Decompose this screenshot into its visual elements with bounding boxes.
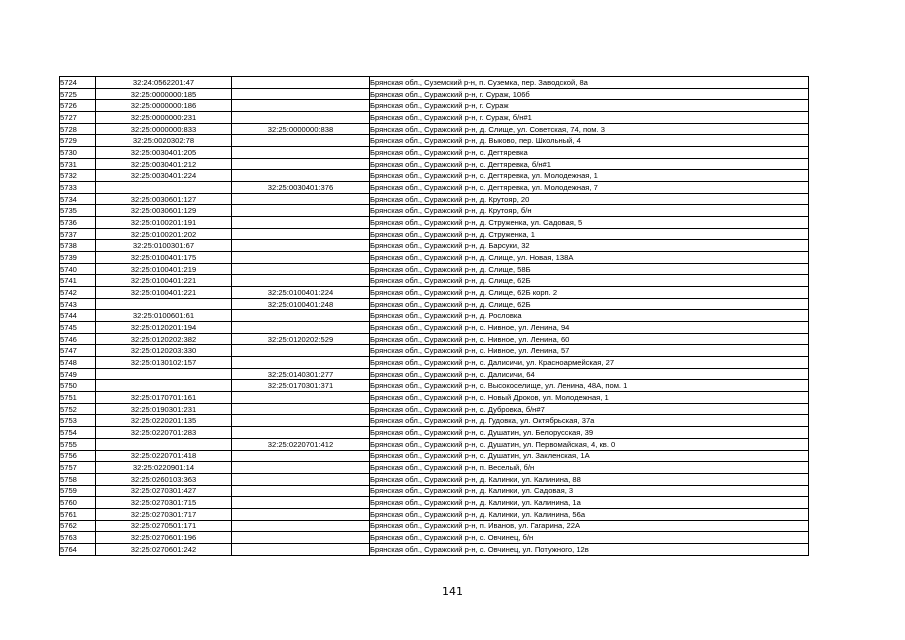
table-row (60, 112, 809, 124)
address-cell: Брянская обл., Суражский р-н, д. Слище, 62Б (370, 275, 809, 287)
linked-cadastral-number-cell (232, 217, 370, 229)
linked-cadastral-number-cell: 32:25:0030401:376 (232, 182, 370, 194)
linked-cadastral-number-cell (232, 427, 370, 439)
cadastral-number-cell: 32:25:0190301:231 (96, 403, 232, 415)
linked-cadastral-number-cell (232, 170, 370, 182)
linked-cadastral-number-cell (232, 252, 370, 264)
table-row (60, 427, 809, 439)
row-number-cell: 5751 (60, 392, 96, 404)
row-number-cell: 5754 (60, 427, 96, 439)
cadastral-number-cell: 32:25:0220701:418 (96, 450, 232, 462)
linked-cadastral-number-cell (232, 275, 370, 287)
linked-cadastral-number-cell (232, 403, 370, 415)
address-cell: Брянская обл., Суражский р-н, с. Душатин, ул. Первомайская, 4, кв. 0 (370, 438, 809, 450)
address-cell: Брянская обл., Суражский р-н, д. Слище, ул. Новая, 138А (370, 252, 809, 264)
linked-cadastral-number-cell (232, 77, 370, 89)
address-cell: Брянская обл., Суражский р-н, с. Новый Дроков, ул. Молодежная, 1 (370, 392, 809, 404)
row-number-cell: 5744 (60, 310, 96, 322)
linked-cadastral-number-cell (232, 240, 370, 252)
row-number-cell: 5736 (60, 217, 96, 229)
table-row (60, 368, 809, 380)
cadastral-number-cell: 32:24:0562201:47 (96, 77, 232, 89)
cadastral-number-cell: 32:25:0270601:196 (96, 532, 232, 544)
address-cell: Брянская обл., Суражский р-н, г. Сураж, б/н#1 (370, 112, 809, 124)
cadastral-number-cell: 32:25:0220701:283 (96, 427, 232, 439)
row-number-cell: 5746 (60, 333, 96, 345)
table-row (60, 357, 809, 369)
table-row (60, 333, 809, 345)
cadastral-number-cell: 32:25:0170701:161 (96, 392, 232, 404)
table-row (60, 100, 809, 112)
address-cell: Брянская обл., Суражский р-н, д. Слище, 58Б (370, 263, 809, 275)
linked-cadastral-number-cell (232, 508, 370, 520)
linked-cadastral-number-cell (232, 100, 370, 112)
address-cell: Брянская обл., Суражский р-н, с. Душатин, ул. Белорусская, 39 (370, 427, 809, 439)
address-cell: Брянская обл., Суражский р-н, д. Калинки, ул. Калинина, 1а (370, 497, 809, 509)
linked-cadastral-number-cell (232, 147, 370, 159)
linked-cadastral-number-cell (232, 88, 370, 100)
linked-cadastral-number-cell (232, 357, 370, 369)
cadastral-number-cell: 32:25:0030401:212 (96, 158, 232, 170)
table-row (60, 147, 809, 159)
address-cell: Брянская обл., Суражский р-н, с. Овчинец, б/н (370, 532, 809, 544)
cadastral-number-cell: 32:25:0220201:135 (96, 415, 232, 427)
row-number-cell: 5756 (60, 450, 96, 462)
registry-table (59, 76, 809, 556)
cadastral-number-cell: 32:25:0100401:175 (96, 252, 232, 264)
linked-cadastral-number-cell (232, 193, 370, 205)
row-number-cell: 5748 (60, 357, 96, 369)
cadastral-number-cell: 32:25:0000000:833 (96, 123, 232, 135)
table-row (60, 438, 809, 450)
address-cell: Брянская обл., Суражский р-н, с. Высокоселище, ул. Ленина, 48А, пом. 1 (370, 380, 809, 392)
address-cell: Брянская обл., Суражский р-н, д. Струженка, 1 (370, 228, 809, 240)
address-cell: Брянская обл., Суражский р-н, с. Нивное, ул. Ленина, 60 (370, 333, 809, 345)
address-cell: Брянская обл., Суражский р-н, с. Дегтяревка (370, 147, 809, 159)
linked-cadastral-number-cell (232, 415, 370, 427)
address-cell: Брянская обл., Суражский р-н, п. Иванов, ул. Гагарина, 22А (370, 520, 809, 532)
cadastral-number-cell: 32:25:0270301:715 (96, 497, 232, 509)
cadastral-number-cell: 32:25:0270301:427 (96, 485, 232, 497)
row-number-cell: 5732 (60, 170, 96, 182)
cadastral-number-cell: 32:25:0260103:363 (96, 473, 232, 485)
address-cell: Брянская обл., Суражский р-н, д. Рословка (370, 310, 809, 322)
table-row (60, 170, 809, 182)
linked-cadastral-number-cell: 32:25:0120202:529 (232, 333, 370, 345)
linked-cadastral-number-cell (232, 310, 370, 322)
linked-cadastral-number-cell (232, 485, 370, 497)
table-row (60, 182, 809, 194)
linked-cadastral-number-cell: 32:25:0100401:224 (232, 287, 370, 299)
registry-table-body (60, 77, 809, 556)
table-row (60, 508, 809, 520)
address-cell: Брянская обл., Суражский р-н, с. Душатин, ул. Закленская, 1А (370, 450, 809, 462)
row-number-cell: 5761 (60, 508, 96, 520)
row-number-cell: 5750 (60, 380, 96, 392)
row-number-cell: 5749 (60, 368, 96, 380)
table-row (60, 205, 809, 217)
address-cell: Брянская обл., Суражский р-н, с. Дегтяревка, ул. Молодежная, 1 (370, 170, 809, 182)
row-number-cell: 5726 (60, 100, 96, 112)
address-cell: Брянская обл., Суражский р-н, п. Веселый, б/н (370, 462, 809, 474)
cadastral-number-cell: 32:25:0270301:717 (96, 508, 232, 520)
linked-cadastral-number-cell (232, 473, 370, 485)
address-cell: Брянская обл., Суражский р-н, д. Слище, 62Б (370, 298, 809, 310)
address-cell: Брянская обл., Суражский р-н, с. Дегтяревка, б/н#1 (370, 158, 809, 170)
table-row (60, 88, 809, 100)
row-number-cell: 5755 (60, 438, 96, 450)
cadastral-number-cell: 32:25:0100301:67 (96, 240, 232, 252)
linked-cadastral-number-cell (232, 543, 370, 555)
table-row (60, 193, 809, 205)
table-row (60, 450, 809, 462)
address-cell: Брянская обл., Суражский р-н, с. Дубровка, б/н#7 (370, 403, 809, 415)
row-number-cell: 5727 (60, 112, 96, 124)
cadastral-number-cell: 32:25:0100601:61 (96, 310, 232, 322)
table-row (60, 77, 809, 89)
table-row (60, 158, 809, 170)
cadastral-number-cell: 32:25:0270501:171 (96, 520, 232, 532)
cadastral-number-cell (96, 368, 232, 380)
cadastral-number-cell: 32:25:0120203:330 (96, 345, 232, 357)
row-number-cell: 5764 (60, 543, 96, 555)
linked-cadastral-number-cell (232, 135, 370, 147)
row-number-cell: 5729 (60, 135, 96, 147)
linked-cadastral-number-cell (232, 205, 370, 217)
address-cell: Брянская обл., Суражский р-н, д. Выково, пер. Школьный, 4 (370, 135, 809, 147)
table-row (60, 217, 809, 229)
row-number-cell: 5733 (60, 182, 96, 194)
table-row (60, 473, 809, 485)
address-cell: Брянская обл., Суражский р-н, д. Калинки, ул. Калинина, 88 (370, 473, 809, 485)
row-number-cell: 5725 (60, 88, 96, 100)
linked-cadastral-number-cell: 32:25:0140301:277 (232, 368, 370, 380)
linked-cadastral-number-cell (232, 263, 370, 275)
cadastral-number-cell: 32:25:0220901:14 (96, 462, 232, 474)
cadastral-number-cell: 32:25:0000000:231 (96, 112, 232, 124)
address-cell: Брянская обл., Суражский р-н, д. Крутояр, б/н (370, 205, 809, 217)
row-number-cell: 5747 (60, 345, 96, 357)
row-number-cell: 5741 (60, 275, 96, 287)
linked-cadastral-number-cell: 32:25:0220701:412 (232, 438, 370, 450)
address-cell: Брянская обл., Суражский р-н, г. Сураж (370, 100, 809, 112)
row-number-cell: 5724 (60, 77, 96, 89)
row-number-cell: 5752 (60, 403, 96, 415)
linked-cadastral-number-cell (232, 158, 370, 170)
cadastral-number-cell (96, 182, 232, 194)
table-row (60, 263, 809, 275)
row-number-cell: 5743 (60, 298, 96, 310)
table-row (60, 252, 809, 264)
address-cell: Брянская обл., Суражский р-н, с. Дегтяревка, ул. Молодежная, 7 (370, 182, 809, 194)
cadastral-number-cell: 32:25:0020302:78 (96, 135, 232, 147)
table-row (60, 322, 809, 334)
table-row (60, 287, 809, 299)
linked-cadastral-number-cell (232, 462, 370, 474)
table-row (60, 462, 809, 474)
linked-cadastral-number-cell (232, 450, 370, 462)
row-number-cell: 5753 (60, 415, 96, 427)
linked-cadastral-number-cell: 32:25:0000000:838 (232, 123, 370, 135)
address-cell: Брянская обл., Суземский р-н, п. Суземка, пер. Заводской, 8а (370, 77, 809, 89)
address-cell: Брянская обл., Суражский р-н, г. Сураж, 106б (370, 88, 809, 100)
row-number-cell: 5762 (60, 520, 96, 532)
linked-cadastral-number-cell (232, 532, 370, 544)
row-number-cell: 5760 (60, 497, 96, 509)
table-row (60, 345, 809, 357)
table-row (60, 520, 809, 532)
table-row (60, 240, 809, 252)
address-cell: Брянская обл., Суражский р-н, д. Крутояр, 20 (370, 193, 809, 205)
linked-cadastral-number-cell (232, 520, 370, 532)
cadastral-number-cell: 32:25:0100401:219 (96, 263, 232, 275)
cadastral-number-cell (96, 438, 232, 450)
address-cell: Брянская обл., Суражский р-н, д. Калинки, ул. Садовая, 3 (370, 485, 809, 497)
address-cell: Брянская обл., Суражский р-н, с. Нивное, ул. Ленина, 94 (370, 322, 809, 334)
linked-cadastral-number-cell (232, 322, 370, 334)
table-row (60, 392, 809, 404)
row-number-cell: 5735 (60, 205, 96, 217)
table-row (60, 380, 809, 392)
address-cell: Брянская обл., Суражский р-н, д. Струженка, ул. Садовая, 5 (370, 217, 809, 229)
table-row (60, 532, 809, 544)
row-number-cell: 5737 (60, 228, 96, 240)
row-number-cell: 5759 (60, 485, 96, 497)
address-cell: Брянская обл., Суражский р-н, с. Далисичи, 64 (370, 368, 809, 380)
cadastral-number-cell: 32:25:0100201:191 (96, 217, 232, 229)
address-cell: Брянская обл., Суражский р-н, с. Нивное, ул. Ленина, 57 (370, 345, 809, 357)
linked-cadastral-number-cell (232, 228, 370, 240)
linked-cadastral-number-cell: 32:25:0100401:248 (232, 298, 370, 310)
row-number-cell: 5740 (60, 263, 96, 275)
table-row (60, 298, 809, 310)
row-number-cell: 5745 (60, 322, 96, 334)
table-row (60, 415, 809, 427)
cadastral-number-cell: 32:25:0270601:242 (96, 543, 232, 555)
table-row (60, 497, 809, 509)
row-number-cell: 5758 (60, 473, 96, 485)
cadastral-number-cell: 32:25:0030601:129 (96, 205, 232, 217)
cadastral-number-cell: 32:25:0120201:194 (96, 322, 232, 334)
linked-cadastral-number-cell (232, 112, 370, 124)
row-number-cell: 5730 (60, 147, 96, 159)
table-row (60, 135, 809, 147)
cadastral-number-cell: 32:25:0000000:185 (96, 88, 232, 100)
address-cell: Брянская обл., Суражский р-н, с. Овчинец, ул. Потужного, 12в (370, 543, 809, 555)
row-number-cell: 5728 (60, 123, 96, 135)
cadastral-number-cell: 32:25:0000000:186 (96, 100, 232, 112)
row-number-cell: 5763 (60, 532, 96, 544)
table-row (60, 275, 809, 287)
linked-cadastral-number-cell: 32:25:0170301:371 (232, 380, 370, 392)
cadastral-number-cell: 32:25:0100201:202 (96, 228, 232, 240)
linked-cadastral-number-cell (232, 497, 370, 509)
row-number-cell: 5734 (60, 193, 96, 205)
cadastral-number-cell: 32:25:0120202:382 (96, 333, 232, 345)
table-row (60, 543, 809, 555)
cadastral-number-cell (96, 298, 232, 310)
address-cell: Брянская обл., Суражский р-н, с. Далисичи, ул. Красноармейская, 27 (370, 357, 809, 369)
cadastral-number-cell: 32:25:0030401:205 (96, 147, 232, 159)
table-row (60, 123, 809, 135)
row-number-cell: 5731 (60, 158, 96, 170)
row-number-cell: 5738 (60, 240, 96, 252)
table-row (60, 228, 809, 240)
table-row (60, 310, 809, 322)
address-cell: Брянская обл., Суражский р-н, д. Слище, 62Б корп. 2 (370, 287, 809, 299)
address-cell: Брянская обл., Суражский р-н, д. Калинки, ул. Калинина, 56а (370, 508, 809, 520)
cadastral-number-cell: 32:25:0100401:221 (96, 287, 232, 299)
table-row (60, 485, 809, 497)
address-cell: Брянская обл., Суражский р-н, д. Барсуки, 32 (370, 240, 809, 252)
linked-cadastral-number-cell (232, 392, 370, 404)
cadastral-number-cell: 32:25:0130102:157 (96, 357, 232, 369)
address-cell: Брянская обл., Суражский р-н, д. Гудовка, ул. Октябрьская, 37а (370, 415, 809, 427)
row-number-cell: 5742 (60, 287, 96, 299)
row-number-cell: 5739 (60, 252, 96, 264)
linked-cadastral-number-cell (232, 345, 370, 357)
table-row (60, 403, 809, 415)
cadastral-number-cell: 32:25:0030601:127 (96, 193, 232, 205)
page-number: 141 (442, 585, 463, 598)
row-number-cell: 5757 (60, 462, 96, 474)
cadastral-number-cell: 32:25:0030401:224 (96, 170, 232, 182)
cadastral-number-cell (96, 380, 232, 392)
address-cell: Брянская обл., Суражский р-н, д. Слище, ул. Советская, 74, пом. 3 (370, 123, 809, 135)
cadastral-number-cell: 32:25:0100401:221 (96, 275, 232, 287)
